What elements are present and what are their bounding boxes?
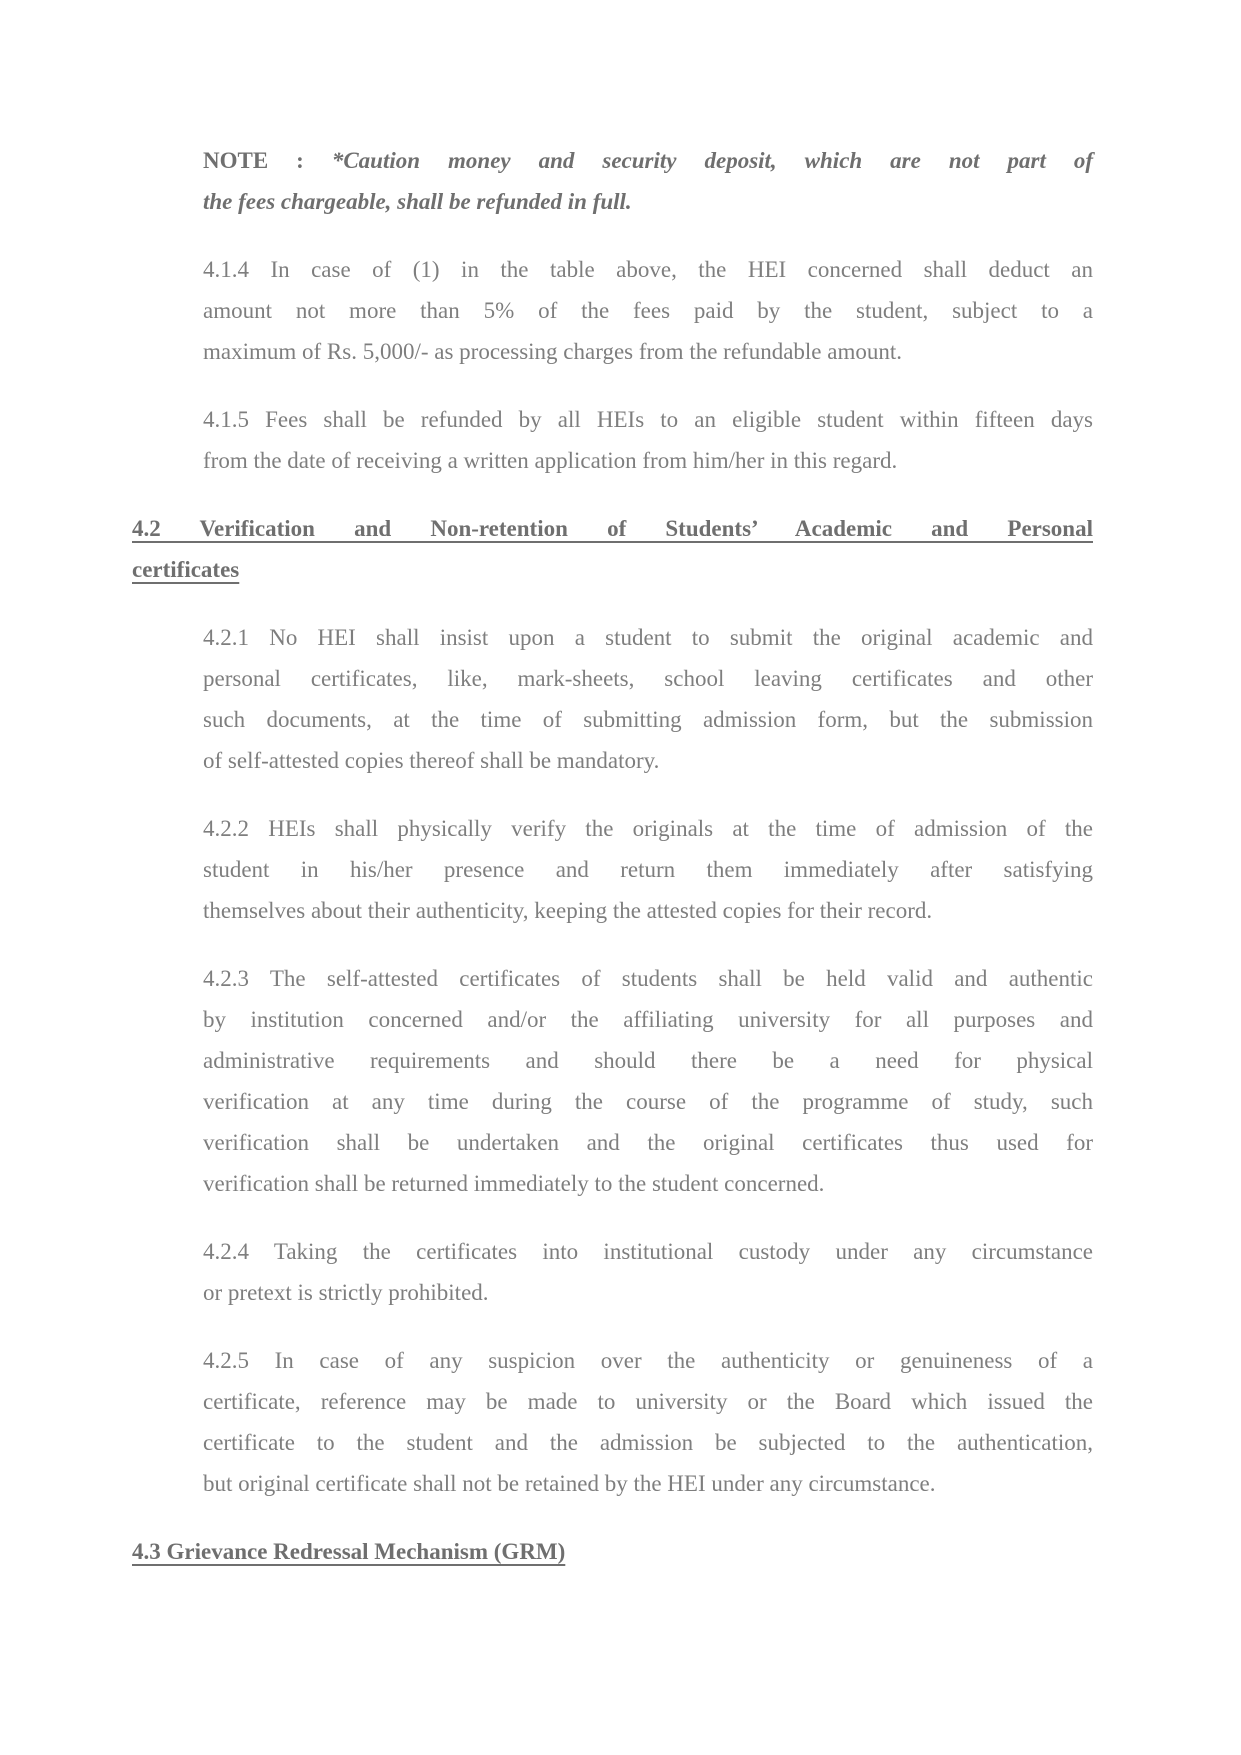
clause-4-2-1-line-3: such documents, at the time of submitting admission form, but the submission [203,707,1093,732]
clause-4-2-5-line-1: 4.2.5 In case of any suspicion over the authenticity or genuineness of a [203,1348,1093,1373]
clause-4-2-1-line-4: of self-attested copies thereof shall be mandatory. [203,748,660,773]
note-paragraph-line-1 [203,140,1093,181]
heading-4-2 [132,508,1093,590]
heading-4-3 [132,1531,1093,1572]
clause-4-1-5-line-2: from the date of receiving a written application from him/her in this regard. [203,448,898,473]
clause-4-2-1-line-2: personal certificates, like, mark-sheets, school leaving certificates and other [203,666,1093,691]
heading-4-2-line-2: certificates [132,557,240,582]
clause-4-2-3-line-6: verification shall be returned immediately to the student concerned. [203,1171,825,1196]
clause-4-2-3-line-2: by institution concerned and/or the affiliating university for all purposes and [203,1007,1093,1032]
note-paragraph-line-1-segment-1: NOTE : [203,148,332,173]
clause-4-2-3-line-1: 4.2.3 The self-attested certificates of students shall be held valid and authentic [203,966,1093,991]
clause-4-2-1-line-1: 4.2.1 No HEI shall insist upon a student to submit the original academic and [203,625,1093,650]
clause-4-2-1 [132,617,1093,781]
clause-4-2-4 [132,1231,1093,1313]
clause-4-1-4 [132,249,1093,372]
clause-4-2-3-line-5: verification shall be undertaken and the original certificates thus used for [203,1130,1093,1155]
clause-4-2-3 [132,958,1093,1204]
clause-4-2-4-line-1: 4.2.4 Taking the certificates into institutional custody under any circumstance [203,1239,1093,1264]
note-paragraph [132,140,1093,222]
clause-4-1-5 [132,399,1093,481]
note-paragraph-line-2-segment-1: the fees chargeable, shall be refunded in full. [203,189,632,214]
clause-4-2-2-line-1: 4.2.2 HEIs shall physically verify the originals at the time of admission of the [203,816,1093,841]
clause-4-1-4-line-2: amount not more than 5% of the fees paid by the student, subject to a [203,298,1093,323]
clause-4-2-3-line-3: administrative requirements and should there be a need for physical [203,1048,1093,1073]
clause-4-2-3-line-4: verification at any time during the course of the programme of study, such [203,1089,1093,1114]
clause-4-1-4-line-1: 4.1.4 In case of (1) in the table above, the HEI concerned shall deduct an [203,257,1093,282]
clause-4-2-5-line-3: certificate to the student and the admission be subjected to the authentication, [203,1430,1093,1455]
note-paragraph-line-2 [203,181,1093,222]
heading-4-2-line-1: 4.2 Verification and Non-retention of Students’ Academic and Personal [132,516,1093,541]
clause-4-1-4-line-3: maximum of Rs. 5,000/- as processing charges from the refundable amount. [203,339,902,364]
note-paragraph-line-1-segment-2: *Caution money and security deposit, which are not part of [331,148,1093,173]
clause-4-2-5-line-4: but original certificate shall not be retained by the HEI under any circumstance. [203,1471,936,1496]
clause-4-1-5-line-1: 4.1.5 Fees shall be refunded by all HEIs to an eligible student within fifteen days [203,407,1093,432]
clause-4-2-2-line-2: student in his/her presence and return them immediately after satisfying [203,857,1093,882]
clause-4-2-4-line-2: or pretext is strictly prohibited. [203,1280,489,1305]
clause-4-2-5 [132,1340,1093,1504]
heading-4-3-line-1: 4.3 Grievance Redressal Mechanism (GRM) [132,1539,566,1564]
clause-4-2-2-line-3: themselves about their authenticity, keeping the attested copies for their record. [203,898,933,923]
clause-4-2-2 [132,808,1093,931]
clause-4-2-5-line-2: certificate, reference may be made to university or the Board which issued the [203,1389,1093,1414]
